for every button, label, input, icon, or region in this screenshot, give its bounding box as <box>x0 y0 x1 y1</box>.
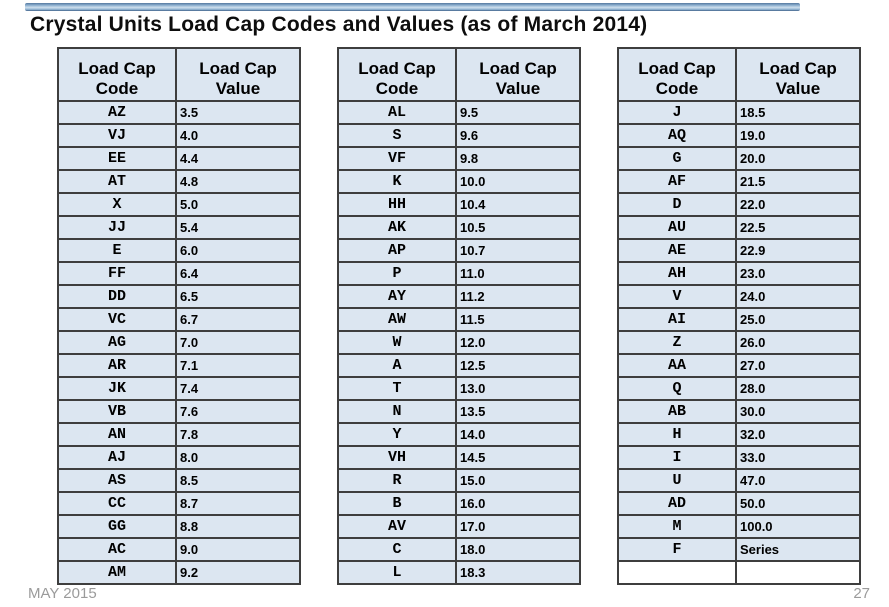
load-cap-code-cell: W <box>338 331 456 354</box>
load-cap-value-cell: 24.0 <box>736 285 860 308</box>
table-row <box>618 354 860 377</box>
load-cap-value-cell: 26.0 <box>736 331 860 354</box>
table-row <box>338 262 580 285</box>
load-cap-code-cell: AQ <box>618 124 736 147</box>
load-cap-code-cell: AR <box>58 354 176 377</box>
table-row <box>58 308 300 331</box>
load-cap-value-cell: 21.5 <box>736 170 860 193</box>
table-row <box>58 147 300 170</box>
load-cap-value-cell: 6.0 <box>176 239 300 262</box>
load-cap-code-cell: D <box>618 193 736 216</box>
load-cap-code-cell: R <box>338 469 456 492</box>
load-cap-table-3 <box>617 47 861 585</box>
load-cap-code-cell: U <box>618 469 736 492</box>
load-cap-code-header: Load Cap Code <box>58 48 176 101</box>
table-row <box>338 308 580 331</box>
table-row <box>338 492 580 515</box>
load-cap-code-cell: AN <box>58 423 176 446</box>
load-cap-value-cell: 6.7 <box>176 308 300 331</box>
table-row <box>618 308 860 331</box>
load-cap-code-cell: EE <box>58 147 176 170</box>
page-number: 27 <box>853 585 870 602</box>
table-row <box>338 538 580 561</box>
table-row <box>338 239 580 262</box>
load-cap-value-cell: 27.0 <box>736 354 860 377</box>
load-cap-value-cell: 100.0 <box>736 515 860 538</box>
load-cap-code-cell: E <box>58 239 176 262</box>
load-cap-code-cell: FF <box>58 262 176 285</box>
load-cap-code-cell: VH <box>338 446 456 469</box>
load-cap-value-cell: 8.8 <box>176 515 300 538</box>
load-cap-code-cell: AU <box>618 216 736 239</box>
load-cap-value-cell: 14.5 <box>456 446 580 469</box>
load-cap-table-1 <box>57 47 301 585</box>
load-cap-code-cell: G <box>618 147 736 170</box>
load-cap-code-cell: B <box>338 492 456 515</box>
load-cap-code-cell: VF <box>338 147 456 170</box>
load-cap-value-cell: 7.1 <box>176 354 300 377</box>
load-cap-code-cell: P <box>338 262 456 285</box>
load-cap-code-cell: AZ <box>58 101 176 124</box>
load-cap-value-cell: 18.3 <box>456 561 580 584</box>
load-cap-code-cell: AM <box>58 561 176 584</box>
table-row <box>58 446 300 469</box>
load-cap-value-header: Load Cap Value <box>736 48 860 101</box>
load-cap-code-cell: JK <box>58 377 176 400</box>
load-cap-value-cell <box>736 561 860 584</box>
load-cap-value-header: Load Cap Value <box>176 48 300 101</box>
table-row <box>58 262 300 285</box>
table-row <box>338 147 580 170</box>
load-cap-code-cell: VJ <box>58 124 176 147</box>
load-cap-value-cell: 50.0 <box>736 492 860 515</box>
table-row <box>338 193 580 216</box>
load-cap-value-cell: 16.0 <box>456 492 580 515</box>
load-cap-value-cell: 25.0 <box>736 308 860 331</box>
slide-title: Crystal Units Load Cap Codes and Values (as of March 2014) <box>30 13 648 36</box>
load-cap-value-cell: 3.5 <box>176 101 300 124</box>
header-row <box>338 48 580 101</box>
load-cap-code-cell: AY <box>338 285 456 308</box>
load-cap-code-cell: AJ <box>58 446 176 469</box>
load-cap-code-cell: AF <box>618 170 736 193</box>
load-cap-value-cell: 7.6 <box>176 400 300 423</box>
table-row <box>338 446 580 469</box>
load-cap-value-cell: 17.0 <box>456 515 580 538</box>
load-cap-value-cell: 9.0 <box>176 538 300 561</box>
table-row <box>618 262 860 285</box>
table-row <box>338 331 580 354</box>
table-row <box>58 285 300 308</box>
load-cap-value-cell: 28.0 <box>736 377 860 400</box>
table-row <box>618 561 860 584</box>
load-cap-code-header: Load Cap Code <box>338 48 456 101</box>
load-cap-value-cell: 19.0 <box>736 124 860 147</box>
table-row <box>618 170 860 193</box>
load-cap-code-cell: HH <box>338 193 456 216</box>
load-cap-code-cell: C <box>338 538 456 561</box>
table-row <box>618 331 860 354</box>
load-cap-value-cell: 4.4 <box>176 147 300 170</box>
table-row <box>58 331 300 354</box>
load-cap-code-header: Load Cap Code <box>618 48 736 101</box>
table-row <box>58 170 300 193</box>
load-cap-code-cell: AI <box>618 308 736 331</box>
table-row <box>618 446 860 469</box>
table-row <box>618 400 860 423</box>
load-cap-code-cell: AS <box>58 469 176 492</box>
load-cap-code-cell: AV <box>338 515 456 538</box>
load-cap-value-header: Load Cap Value <box>456 48 580 101</box>
load-cap-code-cell: GG <box>58 515 176 538</box>
load-cap-code-cell: DD <box>58 285 176 308</box>
load-cap-code-cell: S <box>338 124 456 147</box>
load-cap-value-cell: 13.0 <box>456 377 580 400</box>
load-cap-code-cell: Z <box>618 331 736 354</box>
load-cap-value-cell: 32.0 <box>736 423 860 446</box>
load-cap-value-cell: 9.6 <box>456 124 580 147</box>
load-cap-table-2 <box>337 47 581 585</box>
table-row <box>58 561 300 584</box>
load-cap-code-cell: AW <box>338 308 456 331</box>
table-row <box>618 193 860 216</box>
load-cap-value-cell: 30.0 <box>736 400 860 423</box>
table-row <box>338 124 580 147</box>
load-cap-value-cell: 5.0 <box>176 193 300 216</box>
table-row <box>58 101 300 124</box>
header-row <box>58 48 300 101</box>
load-cap-code-cell: K <box>338 170 456 193</box>
table-row <box>618 515 860 538</box>
load-cap-value-cell: 9.2 <box>176 561 300 584</box>
load-cap-value-cell: 11.5 <box>456 308 580 331</box>
load-cap-value-cell: 22.5 <box>736 216 860 239</box>
table-row <box>338 377 580 400</box>
load-cap-value-cell: Series <box>736 538 860 561</box>
load-cap-value-cell: 47.0 <box>736 469 860 492</box>
load-cap-value-cell: 12.5 <box>456 354 580 377</box>
table-row <box>338 423 580 446</box>
load-cap-code-cell: T <box>338 377 456 400</box>
load-cap-code-cell: AH <box>618 262 736 285</box>
load-cap-value-cell: 7.4 <box>176 377 300 400</box>
load-cap-code-cell: A <box>338 354 456 377</box>
table-row <box>338 101 580 124</box>
load-cap-value-cell: 14.0 <box>456 423 580 446</box>
load-cap-code-cell: H <box>618 423 736 446</box>
table-row <box>338 170 580 193</box>
load-cap-value-cell: 22.0 <box>736 193 860 216</box>
load-cap-value-cell: 5.4 <box>176 216 300 239</box>
table-row <box>58 377 300 400</box>
load-cap-code-cell: AT <box>58 170 176 193</box>
load-cap-value-cell: 4.8 <box>176 170 300 193</box>
table-row <box>58 492 300 515</box>
load-cap-code-cell: F <box>618 538 736 561</box>
load-cap-value-cell: 12.0 <box>456 331 580 354</box>
load-cap-value-cell: 10.5 <box>456 216 580 239</box>
table-row <box>58 400 300 423</box>
load-cap-value-cell: 10.7 <box>456 239 580 262</box>
load-cap-value-cell: 10.4 <box>456 193 580 216</box>
table-row <box>58 239 300 262</box>
load-cap-value-cell: 11.0 <box>456 262 580 285</box>
table-row <box>618 492 860 515</box>
load-cap-value-cell: 8.0 <box>176 446 300 469</box>
table-row <box>338 285 580 308</box>
load-cap-value-cell: 22.9 <box>736 239 860 262</box>
load-cap-code-cell: J <box>618 101 736 124</box>
load-cap-code-cell: Y <box>338 423 456 446</box>
load-cap-code-cell: CC <box>58 492 176 515</box>
load-cap-code-cell: I <box>618 446 736 469</box>
load-cap-value-cell: 18.5 <box>736 101 860 124</box>
load-cap-value-cell: 11.2 <box>456 285 580 308</box>
table-row <box>338 216 580 239</box>
load-cap-code-cell: AP <box>338 239 456 262</box>
table-row <box>618 377 860 400</box>
header-row <box>618 48 860 101</box>
table-row <box>618 239 860 262</box>
load-cap-code-cell: N <box>338 400 456 423</box>
load-cap-value-cell: 23.0 <box>736 262 860 285</box>
load-cap-value-cell: 20.0 <box>736 147 860 170</box>
load-cap-code-cell <box>618 561 736 584</box>
load-cap-code-cell: V <box>618 285 736 308</box>
top-accent-bar <box>25 3 800 11</box>
table-row <box>58 423 300 446</box>
load-cap-code-cell: JJ <box>58 216 176 239</box>
table-row <box>58 354 300 377</box>
table-row <box>58 216 300 239</box>
load-cap-value-cell: 6.4 <box>176 262 300 285</box>
table-row <box>58 193 300 216</box>
load-cap-value-cell: 9.5 <box>456 101 580 124</box>
table-row <box>618 124 860 147</box>
table-row <box>338 400 580 423</box>
load-cap-value-cell: 9.8 <box>456 147 580 170</box>
load-cap-code-cell: VB <box>58 400 176 423</box>
table-row <box>338 354 580 377</box>
table-row <box>618 469 860 492</box>
load-cap-code-cell: AG <box>58 331 176 354</box>
load-cap-value-cell: 7.8 <box>176 423 300 446</box>
table-row <box>338 469 580 492</box>
table-row <box>58 538 300 561</box>
load-cap-value-cell: 13.5 <box>456 400 580 423</box>
load-cap-code-cell: M <box>618 515 736 538</box>
load-cap-value-cell: 18.0 <box>456 538 580 561</box>
load-cap-value-cell: 4.0 <box>176 124 300 147</box>
load-cap-code-cell: AB <box>618 400 736 423</box>
table-row <box>338 515 580 538</box>
table-row <box>58 515 300 538</box>
load-cap-value-cell: 8.7 <box>176 492 300 515</box>
load-cap-code-cell: AC <box>58 538 176 561</box>
table-row <box>58 469 300 492</box>
table-row <box>618 216 860 239</box>
footer-date: MAY 2015 <box>28 585 97 602</box>
load-cap-value-cell: 6.5 <box>176 285 300 308</box>
load-cap-code-cell: L <box>338 561 456 584</box>
table-row <box>618 147 860 170</box>
load-cap-code-cell: VC <box>58 308 176 331</box>
load-cap-code-cell: AE <box>618 239 736 262</box>
load-cap-value-cell: 7.0 <box>176 331 300 354</box>
load-cap-value-cell: 10.0 <box>456 170 580 193</box>
load-cap-value-cell: 8.5 <box>176 469 300 492</box>
table-row <box>618 285 860 308</box>
load-cap-code-cell: Q <box>618 377 736 400</box>
load-cap-value-cell: 33.0 <box>736 446 860 469</box>
table-row <box>618 538 860 561</box>
load-cap-code-cell: AA <box>618 354 736 377</box>
load-cap-code-cell: AL <box>338 101 456 124</box>
load-cap-code-cell: AK <box>338 216 456 239</box>
table-row <box>58 124 300 147</box>
load-cap-code-cell: X <box>58 193 176 216</box>
table-row <box>338 561 580 584</box>
table-row <box>618 423 860 446</box>
load-cap-code-cell: AD <box>618 492 736 515</box>
table-row <box>618 101 860 124</box>
load-cap-value-cell: 15.0 <box>456 469 580 492</box>
